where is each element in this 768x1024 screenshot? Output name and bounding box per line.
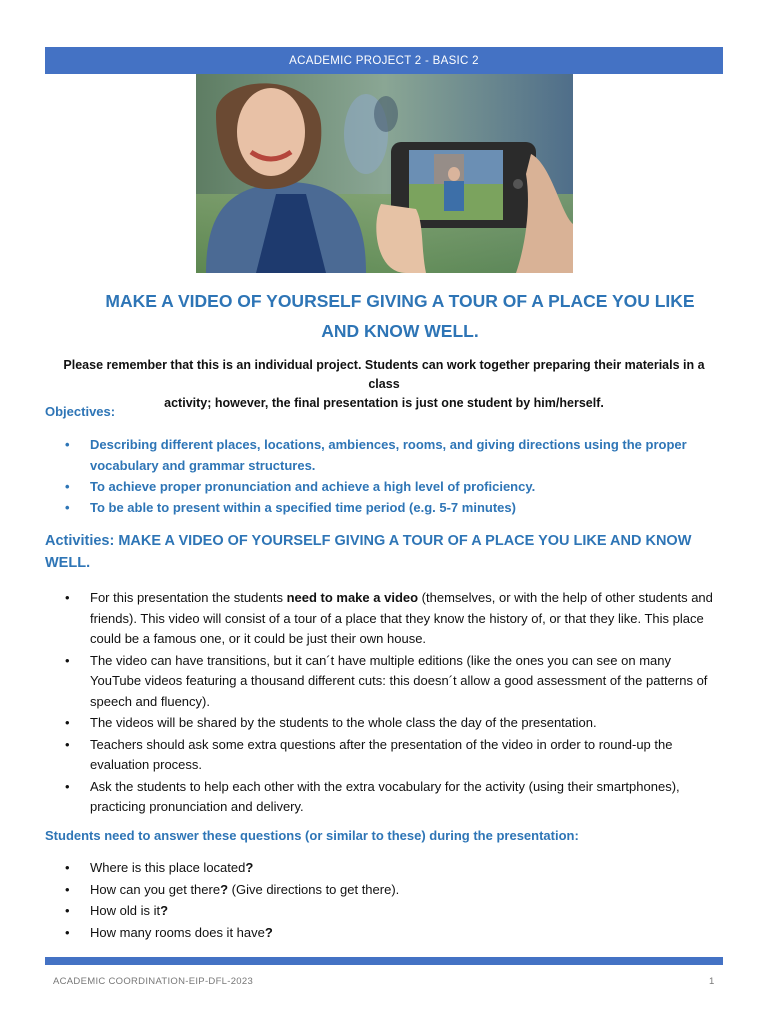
question-rest: (Give directions to get there). (228, 881, 400, 897)
footer-bar (45, 957, 723, 965)
list-item (45, 588, 725, 650)
main-title (60, 286, 740, 346)
activities-title: MAKE A VIDEO OF YOURSELF GIVING A TOUR OF A PLACE YOU LIKE AND KNOW WELL. (45, 533, 692, 571)
question-text: How can you get there (90, 881, 221, 897)
list-item (45, 923, 725, 944)
bullet: • (65, 736, 70, 752)
intro-paragraph (50, 356, 718, 413)
bullet: • (65, 478, 70, 494)
bullet: • (65, 924, 70, 940)
header-title: ACADEMIC PROJECT 2 - BASIC 2 (289, 54, 479, 67)
questions-label: Students need to answer these questions (or similar to these) during the presentation: (45, 828, 579, 843)
list-item (45, 651, 725, 713)
list-item (45, 777, 725, 818)
main-title-line-1: MAKE A VIDEO OF YOURSELF GIVING A TOUR OF A PLACE YOU LIKE (105, 291, 695, 311)
objective-text: Describing different places, locations, ambiences, rooms, and giving directions using the proper vocabulary and grammar structures. (90, 437, 687, 473)
list-item (45, 435, 725, 476)
bullet: • (65, 715, 70, 730)
activity-text: The video can have transitions, but it can´t have multiple editions (like the ones you can see on many YouTube videos featuring a thousand different cuts: this doesn´t allow a good assessment of the patterns of speech and fluency). (90, 652, 708, 709)
list-item (45, 858, 725, 879)
question-mark: ? (245, 860, 254, 875)
bullet: • (65, 778, 70, 794)
question-mark: ? (220, 881, 229, 897)
intro-line-1: Please remember that this is an individual project. Students can work together preparing their materials in a class (63, 358, 705, 391)
main-title-line-2: AND KNOW WELL. (321, 321, 479, 341)
bullet: • (65, 652, 70, 668)
activity-text-after: (themselves, or with the help of other students and friends). This video will consist of a tour of a place that they know the history of, or that they like. This place could be a famous one, or it could be just their own house. (90, 590, 713, 646)
question-mark: ? (160, 903, 169, 918)
activity-text: The videos will be shared by the students to the whole class the day of the presentation. (90, 715, 597, 730)
bullet: • (65, 903, 70, 918)
question-text: How old is it (90, 903, 161, 918)
list-item (45, 713, 725, 734)
activities-label: Activities: (45, 533, 115, 549)
question-text: Where is this place located (90, 860, 246, 875)
questions-list (45, 858, 725, 944)
list-item (45, 498, 725, 519)
question-text: How many rooms does it have (90, 924, 265, 940)
activity-text: Ask the students to help each other with the extra vocabulary for the activity (using their smartphones), practicing pronunciation and delivery. (90, 778, 680, 814)
activities-heading (45, 530, 735, 574)
list-item (45, 477, 725, 498)
cover-photo (196, 74, 573, 273)
bullet: • (65, 590, 70, 605)
header-bar (45, 47, 723, 74)
page-number: 1 (709, 976, 715, 987)
activity-text: Teachers should ask some extra questions after the presentation of the video in order to round-up the evaluation process. (90, 736, 673, 772)
objective-text: To achieve proper pronunciation and achieve a high level of proficiency. (90, 478, 536, 494)
objective-text: To be able to present within a specified time period (e.g. 5-7 minutes) (90, 499, 516, 515)
list-item (45, 735, 725, 776)
objectives-label: Objectives: (45, 404, 116, 419)
activities-list (45, 588, 725, 819)
list-item (45, 880, 725, 901)
activity-text-before: For this presentation the students (90, 590, 287, 605)
question-mark: ? (264, 924, 273, 940)
bullet: • (65, 860, 70, 875)
bullet: • (65, 437, 70, 452)
objectives-list (45, 435, 725, 519)
bullet: • (65, 881, 70, 897)
bullet: • (65, 499, 70, 515)
activity-text-bold: need to make a video (286, 590, 419, 605)
intro-line-2: activity; however, the final presentation is just one student by him/herself. (164, 396, 604, 410)
list-item (45, 901, 725, 922)
footer-text: ACADEMIC COORDINATION-EIP-DFL-2023 (53, 976, 254, 987)
